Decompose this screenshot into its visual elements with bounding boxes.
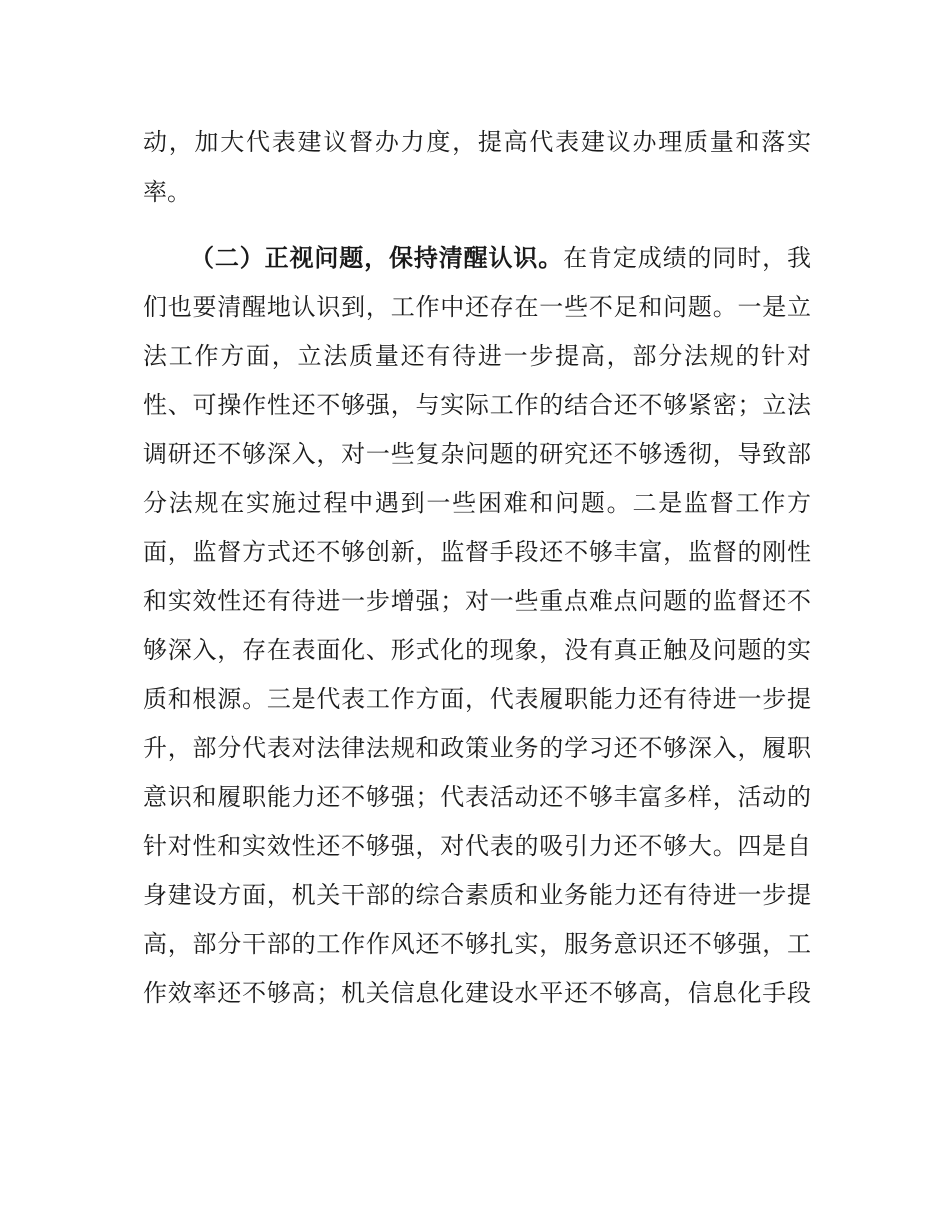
paragraph-2-first-line-text: 在肯定成绩的同时，我: [563, 244, 811, 272]
paragraph-2-line: 意识和履职能力还不够强；代表活动还不够丰富多样，活动的: [143, 783, 811, 811]
paragraph-2-line: 高，部分干部的工作作风还不够扎实，服务意识还不够强，工: [143, 930, 811, 958]
paragraph-2-line: 作效率还不够高；机关信息化建设水平还不够高，信息化手段: [143, 979, 811, 1007]
paragraph-1-line-2: 率。: [143, 178, 191, 206]
paragraph-2-line: 调研还不够深入，对一些复杂问题的研究还不够透彻，导致部: [143, 440, 811, 468]
paragraph-2-line: 们也要清醒地认识到，工作中还存在一些不足和问题。一是立: [143, 293, 811, 321]
paragraph-2-line: 分法规在实施过程中遇到一些困难和问题。二是监督工作方: [143, 489, 811, 517]
paragraph-2-line: 身建设方面，机关干部的综合素质和业务能力还有待进一步提: [143, 881, 811, 909]
section-heading: （二）正视问题，保持清醒认识。: [190, 244, 564, 272]
paragraph-2-line: 够深入，存在表面化、形式化的现象，没有真正触及问题的实: [143, 636, 811, 664]
paragraph-2-line: 法工作方面，立法质量还有待进一步提高，部分法规的针对: [143, 342, 811, 370]
paragraph-2-line: 性、可操作性还不够强，与实际工作的结合还不够紧密；立法: [143, 391, 811, 419]
paragraph-2-first-line: [190, 238, 811, 278]
paragraph-2-line: 升，部分代表对法律法规和政策业务的学习还不够深入，履职: [143, 734, 811, 762]
paragraph-2-line: 面，监督方式还不够创新，监督手段还不够丰富，监督的刚性: [143, 538, 811, 566]
paragraph-2-line: 和实效性还有待进一步增强；对一些重点难点问题的监督还不: [143, 587, 811, 615]
paragraph-2-line: 针对性和实效性还不够强，对代表的吸引力还不够大。四是自: [143, 832, 811, 860]
paragraph-1-line-1: 动，加大代表建议督办力度，提高代表建议办理质量和落实: [143, 128, 811, 156]
paragraph-2-line: 质和根源。三是代表工作方面，代表履职能力还有待进一步提: [143, 685, 811, 713]
